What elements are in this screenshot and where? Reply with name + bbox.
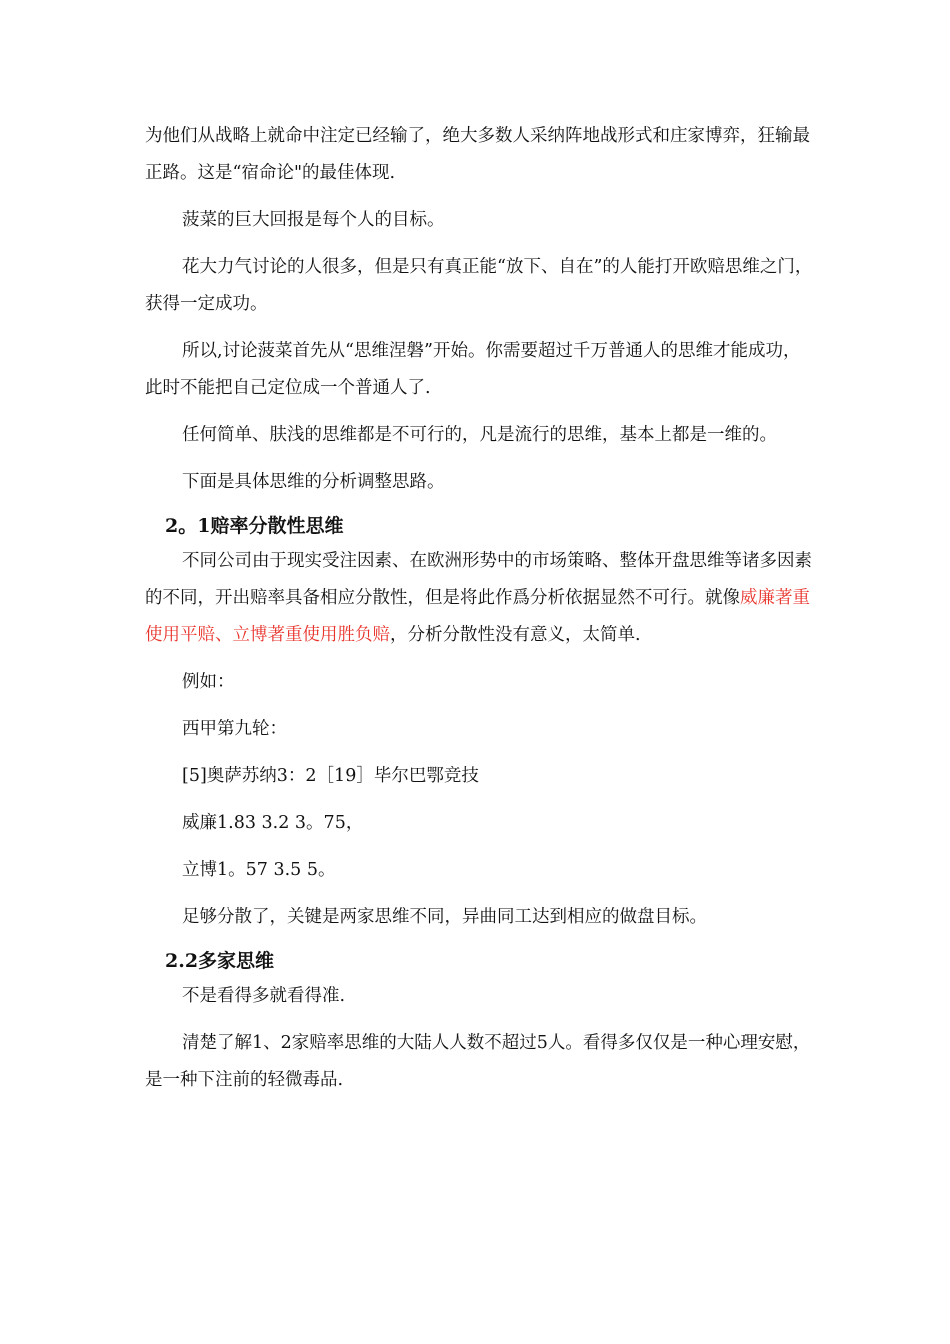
- example-label: 例如：: [182, 672, 235, 692]
- dispersion-text-after: ，分析分散性没有意义，太简单.: [390, 625, 641, 645]
- highlighted-text: 威廉著重使用平赔、立博著重使用胜负赔: [145, 588, 810, 645]
- paragraph-fatalism: 为他们从战略上就命中注定已经输了，绝大多数人采纳阵地战形式和庄家博弈，狂输最正路。这是“宿命论"的最佳体现.: [145, 126, 810, 183]
- section-heading-multi-bookmaker: 2.2多家思维: [165, 950, 275, 972]
- william-odds: 威廉1.83 3.2 3。75，: [182, 813, 364, 833]
- paragraph-comfort: 清楚了解1、2家赔率思维的大陆人人数不超过5人。看得多仅仅是一种心理安慰，是一种下注前的轻微毒品.: [145, 1033, 811, 1090]
- paragraph-goal: 菠菜的巨大回报是每个人的目标。: [182, 210, 445, 230]
- match-line: [5]奥萨苏纳3：2［19］毕尔巴鄂竞技: [182, 766, 479, 786]
- document-body: [145, 118, 815, 1109]
- paragraph-dispersion: [145, 543, 815, 654]
- dispersion-text-before: 不同公司由于现实受注因素、在欧洲形势中的市场策略、整体开盘思维等诸多因素的不同，开出赔率具备相应分散性，但是将此作爲分析依据显然不可行。就像: [145, 551, 812, 608]
- paragraph-mindset: 花大力气讨论的人很多，但是只有真正能“放下、自在”的人能打开欧赔思维之门，获得一定成功。: [145, 257, 813, 314]
- ladbrokes-odds: 立博1。57 3.5 5。: [182, 860, 336, 880]
- paragraph-intro: 下面是具体思维的分析调整思路。: [182, 472, 445, 492]
- round-label: 西甲第九轮：: [182, 719, 287, 739]
- paragraph-simple-thinking: 任何简单、肤浅的思维都是不可行的，凡是流行的思维，基本上都是一维的。: [182, 425, 777, 445]
- paragraph-conclusion: 足够分散了，关键是两家思维不同，异曲同工达到相应的做盘目标。: [182, 907, 707, 927]
- paragraph-nirvana: 所以,讨论菠菜首先从“思维涅磐”开始。你需要超过千万普通人的思维才能成功，此时不能把自己定位成一个普通人了.: [145, 341, 801, 398]
- section-heading-odds-dispersion: 2。1赔率分散性思维: [165, 515, 344, 537]
- paragraph-not-more: 不是看得多就看得准.: [182, 986, 346, 1006]
